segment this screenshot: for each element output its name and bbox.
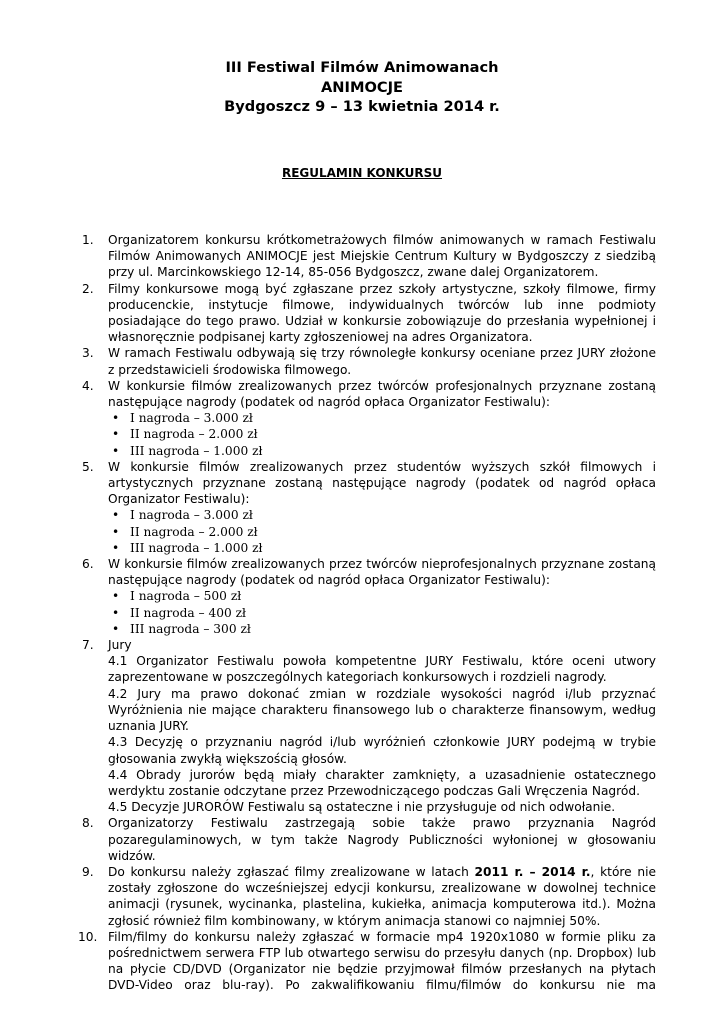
prize-text: III nagroda – 1.000 zł [130,540,263,555]
prize-bullet [108,621,656,637]
prize-text: II nagroda – 2.000 zł [130,524,258,539]
bullet-icon: • [112,621,120,636]
rule-item-9 [82,864,656,929]
prize-bullet [108,605,656,621]
jury-clause: 4.1 Organizator Festiwalu powoła kompetentne JURY Festiwalu, które oceni utwory zaprezentowane w poszczególnych kategoriach konkursowych i rozdzieli nagrody. [108,654,656,685]
rule-number: 4. [82,378,94,393]
rule-text: Organizatorem konkursu krótkometrażowych filmów animowanych w ramach Festiwalu Filmów Animowanych ANIMOCJE jest Miejskie Centrum Kultury w Bydgoszczy z siedzibą przy ul. Marcinkowskiego 12-14, 85-056 Bydgoszcz, zwane dalej Organizatorem. [108,233,656,280]
prize-text: II nagroda – 2.000 zł [130,427,258,442]
prize-text: II nagroda – 400 zł [130,605,247,620]
rule-item-2 [82,281,656,346]
festival-dates: Bydgoszcz 9 – 13 kwietnia 2014 r. [224,98,500,115]
bullet-icon: • [112,589,120,604]
bullet-icon: • [112,427,120,442]
festival-brand: ANIMOCJE [321,78,403,96]
bullet-icon: • [112,524,120,539]
rule-text-part: , które nie zostały zgłoszone do wcześniejszej edycji konkursu, zrealizowane w dowolnej technice animacji (rysunek, wycinanka, plastelina, kukiełka, animacja komputerowa itd.). Można zgłosić również film kombinowany, w którym animacja stanowi co najmniej 50%. [108,864,656,928]
prize-text: I nagroda – 3.000 zł [130,508,253,523]
rule-item-1 [82,232,656,281]
rule-text: Filmy konkursowe mogą być zgłaszane przez szkoły artystyczne, szkoły filmowe, firmy producenckie, instytucje filmowe, indywidualnych twórców lub inne podmioty posiadające do tego prawo. Udział w konkursie zobowiązuje do przesłania wypełnionej i własnoręcznie podpisanej karty zgłoszeniowej na adres Organizatora. [108,281,656,345]
rule-number: 6. [82,557,94,572]
rules-list [78,232,656,994]
rule-text: Organizatorzy Festiwalu zastrzegają sobie także prawo przyznania Nagród pozaregulaminowych, w tym także Nagrody Publiczności wyłonionej w głosowaniu widzów. [108,816,656,863]
prize-text: III nagroda – 1.000 zł [130,443,263,458]
rule-number: 3. [82,346,94,361]
jury-clause: 4.3 Decyzję o przyznaniu nagród i/lub wyróżnień członkowie JURY podejmą w trybie głosowania zwykłą większością głosów. [108,735,656,766]
rule-text: W konkursie filmów zrealizowanych przez twórców nieprofesjonalnych przyznane zostaną następujące nagrody (podatek od nagród opłaca Organizator Festiwalu): [108,557,656,588]
bullet-icon: • [112,540,120,555]
bullet-icon: • [112,411,120,426]
rule-item-4 [82,378,656,459]
rule-text: W ramach Festiwalu odbywają się trzy równoległe konkursy oceniane przez JURY złożone z przedstawicieli środowiska filmowego. [108,346,656,377]
rule-item-3 [82,345,656,377]
prize-bullet [108,524,656,540]
rule-text [108,864,656,929]
jury-clause: 4.5 Decyzje JURORÓW Festiwalu są ostateczne i nie przysługuje od nich odwołanie. [108,800,616,815]
rule-item-7 [82,637,656,815]
rule-item-8 [82,815,656,864]
rule-number: 2. [82,281,94,296]
document-subtitle: REGULAMIN KONKURSU [281,166,443,180]
prize-text: I nagroda – 500 zł [130,589,242,604]
rule-number: 7. [82,638,94,653]
rule-item-6 [82,556,656,637]
prize-text: I nagroda – 3.000 zł [130,411,253,426]
rule-text: Film/filmy do konkursu należy zgłaszać w formacie mp4 1920x1080 w formie pliku za pośrednictwem serwera FTP lub otwartego serwisu do przesyłu danych (np. Dropbox) lub na płycie CD/DVD (Organizator nie będzie przyjmował filmów przesłanych na płytach DVD-Video oraz blu-ray). Po zakwalifikowaniu filmu/filmów do konkursu nie ma [108,929,656,993]
rule-number: 9. [82,864,94,879]
rule-number: 1. [82,233,94,247]
prize-bullet [108,443,656,459]
prize-bullet [108,410,656,426]
prize-bullet [108,588,656,604]
prize-text: III nagroda – 300 zł [130,621,251,636]
rule-item-5 [82,459,656,556]
rule-text: W konkursie filmów zrealizowanych przez twórców profesjonalnych przyznane zostaną następujące nagrody (podatek od nagród opłaca Organizator Festiwalu): [108,378,656,410]
rule-number: 10. [78,929,98,944]
prize-bullet [108,507,656,523]
festival-name: III Festiwal Filmów Animowanach [225,59,499,76]
prize-bullet [108,540,656,556]
rule-years-bold: 2011 r. – 2014 r. [474,864,591,879]
jury-clause: 4.4 Obrady jurorów będą miały charakter zamknięty, a uzasadnienie ostatecznego werdyktu zostanie odczytane przez Przewodniczącego podczas Gali Wręczenia Nagród. [108,767,656,798]
bullet-icon: • [112,443,120,458]
prize-bullet [108,426,656,442]
rule-item-10 [78,929,656,994]
rule-text: Jury [108,638,132,653]
rule-text-part: Do konkursu należy zgłaszać filmy zrealizowane w latach [108,864,475,879]
rule-number: 5. [82,459,94,474]
jury-clause: 4.2 Jury ma prawo dokonać zmian w rozdziale wysokości nagród i/lub przyznać Wyróżnienia nie mające charakteru finansowego lub o charakterze finansowym, według uznania JURY. [108,686,656,734]
bullet-icon: • [112,605,120,620]
rule-number: 8. [82,816,94,831]
rule-text: W konkursie filmów zrealizowanych przez studentów wyższych szkół filmowych i artystycznych przyznane zostaną następujące nagrody (podatek od nagród opłaca Organizator Festiwalu): [108,459,656,507]
bullet-icon: • [112,508,120,523]
document-title [0,58,724,117]
